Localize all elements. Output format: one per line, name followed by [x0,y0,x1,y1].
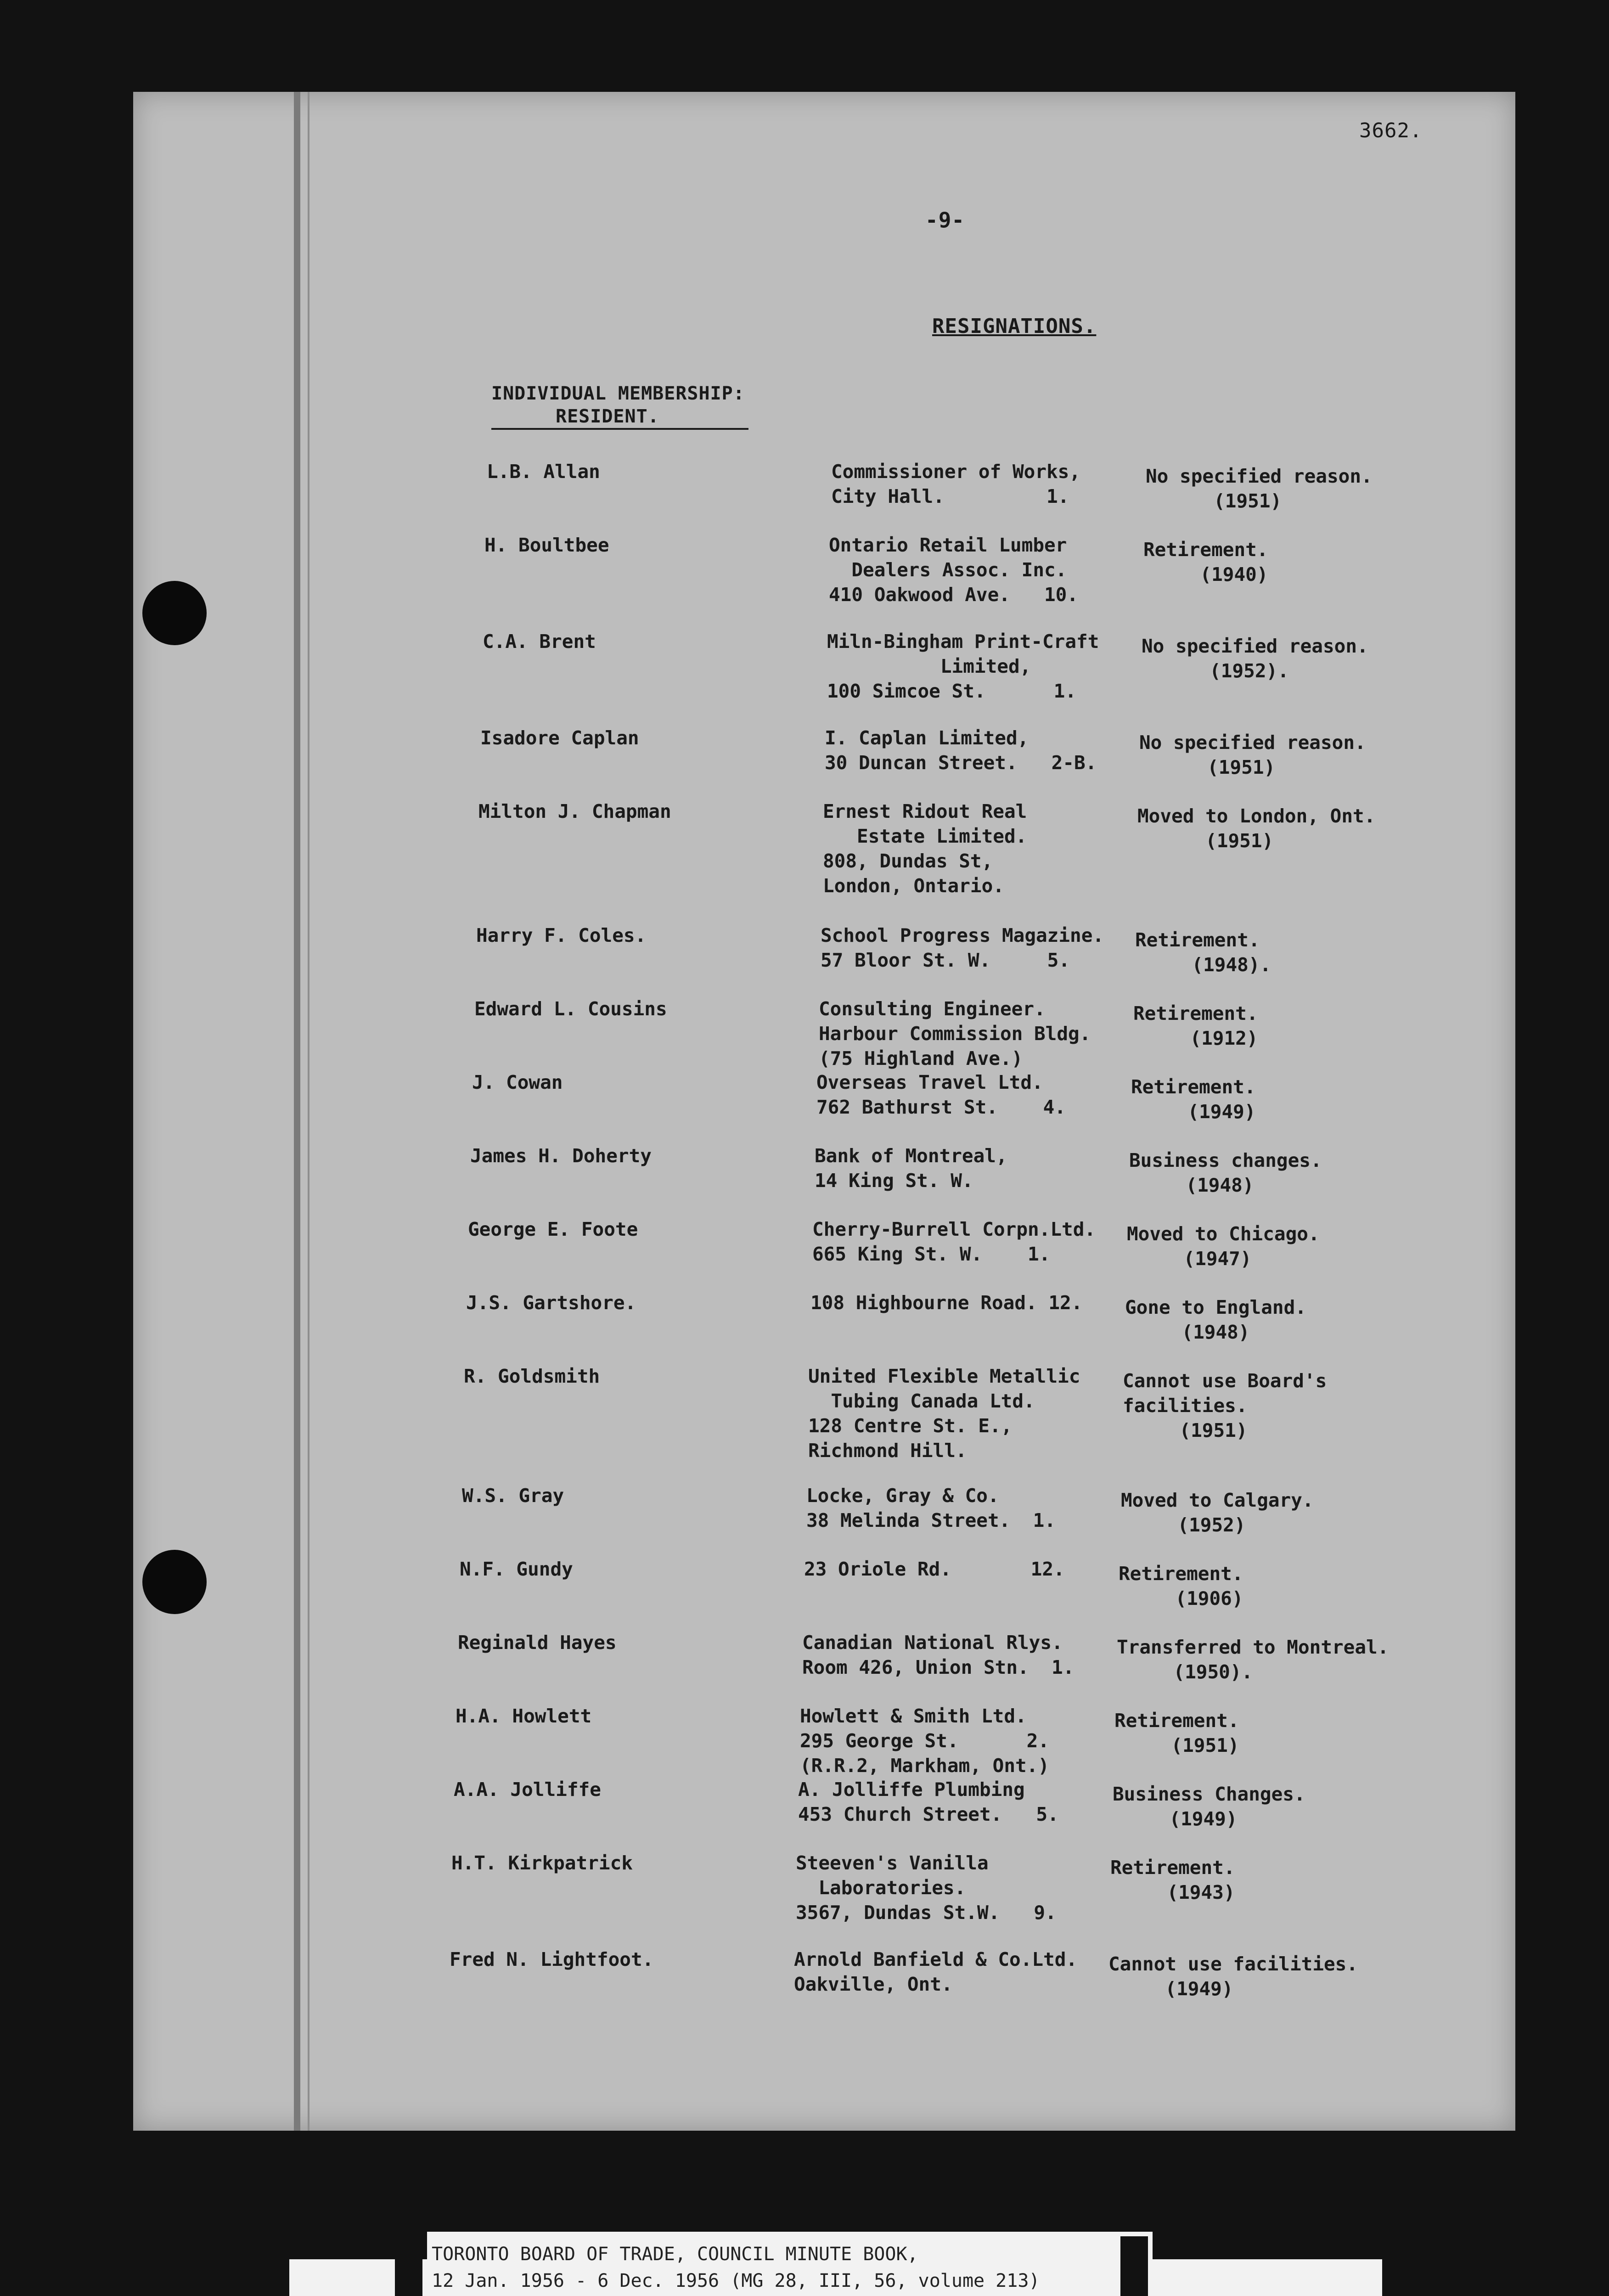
resignation-reason: No specified reason. (1951) [1146,465,1373,512]
member-name: Milton J. Chapman [478,800,671,822]
member-name: Edward L. Cousins [474,998,667,1020]
resignation-reason: Moved to London, Ont. (1951) [1137,805,1376,852]
member-name: George E. Foote [468,1218,638,1240]
member-name: R. Goldsmith [464,1365,600,1387]
member-name: H. Boultbee [484,534,609,556]
margin-rule [294,92,300,2131]
member-address: Locke, Gray & Co. 38 Melinda Street. 1. [806,1485,1056,1531]
member-name: J.S. Gartshore. [466,1292,636,1314]
member-address: Overseas Travel Ltd. 762 Bathurst St. 4. [816,1071,1066,1118]
member-address: Consulting Engineer. Harbour Commission Bldg. (75 Highland Ave.) [819,998,1091,1069]
label-notch [1120,2236,1148,2296]
member-name: W.S. Gray [462,1485,564,1507]
folio-number: 3662. [1359,119,1423,142]
resignation-reason: Retirement. (1948). [1135,929,1271,976]
section-heading [491,382,748,430]
margin-rule-secondary [308,92,309,2131]
punch-hole [142,1550,207,1614]
member-address: Ontario Retail Lumber Dealers Assoc. Inc. 410 Oakwood Ave. 10. [829,534,1079,606]
member-name: James H. Doherty [470,1145,652,1167]
member-name: Harry F. Coles. [476,924,647,946]
resignation-reason: Retirement. (1951) [1114,1710,1239,1756]
resignation-reason: Business changes. (1948) [1129,1149,1322,1196]
resignation-reason: Moved to Chicago. (1947) [1127,1223,1320,1270]
resignation-reason: Cannot use Board's facilities. (1951) [1123,1370,1327,1441]
resignation-reason: Retirement. (1943) [1110,1857,1235,1903]
resignation-reason: Retirement. (1940) [1143,539,1268,585]
resignation-reason: No specified reason. (1952). [1142,635,1368,682]
member-address: United Flexible Metallic Tubing Canada Ltd. 128 Centre St. E., Richmond Hill. [808,1365,1080,1462]
member-address: Canadian National Rlys. Room 426, Union Stn. 1. [802,1632,1075,1678]
member-address: Cherry-Burrell Corpn.Ltd. 665 King St. W. 1. [812,1218,1096,1265]
member-address: School Progress Magazine. 57 Bloor St. W. 5. [821,924,1104,971]
member-name: C.A. Brent [483,630,596,653]
resignation-reason: Cannot use facilities. (1949) [1108,1953,1358,2000]
member-address: Steeven's Vanilla Laboratories. 3567, Dundas St.W. 9. [796,1852,1057,1924]
member-address: A. Jolliffe Plumbing 453 Church Street. 5. [798,1778,1059,1825]
member-name: J. Cowan [472,1071,563,1093]
resignation-reason: Retirement. (1906) [1119,1563,1243,1609]
page-number: -9- [925,208,965,232]
member-name: N.F. Gundy [460,1558,573,1580]
resignation-reason: No specified reason. (1951) [1139,732,1366,778]
member-name: L.B. Allan [487,461,600,483]
member-name: A.A. Jolliffe [454,1778,601,1801]
member-address: Miln-Bingham Print-Craft Limited, 100 Simcoe St. 1. [827,630,1099,702]
member-address: Bank of Montreal, 14 King St. W. [815,1145,1007,1192]
punch-hole [142,581,207,645]
archive-caption: TORONTO BOARD OF TRADE, COUNCIL MINUTE BOOK, 12 Jan. 1956 - 6 Dec. 1956 (MG 28, III, 56, volume 213) [432,2244,1040,2291]
member-address: Howlett & Smith Ltd. 295 George St. 2. (R.R.2, Markham, Ont.) [800,1705,1050,1777]
resignation-reason: Transferred to Montreal. (1950). [1117,1636,1389,1683]
page-heading: RESIGNATIONS. [932,315,1097,338]
member-name: Isadore Caplan [480,727,639,749]
member-address: I. Caplan Limited, 30 Duncan Street. 2-B. [825,727,1097,774]
member-address: 23 Oriole Rd. 12. [804,1558,1065,1580]
member-name: H.A. Howlett [456,1705,592,1727]
section-heading-line2: RESIDENT. [491,405,748,430]
member-address: Arnold Banfield & Co.Ltd. Oakville, Ont. [794,1948,1078,1995]
member-address: Commissioner of Works, City Hall. 1. [831,461,1081,507]
section-heading-line1: INDIVIDUAL MEMBERSHIP: [491,383,745,404]
member-address: Ernest Ridout Real Estate Limited. 808, Dundas St, London, Ontario. [823,800,1027,897]
resignation-reason: Retirement. (1912) [1133,1002,1258,1049]
label-notch [395,2236,422,2296]
resignation-reason: Gone to England. (1948) [1125,1296,1306,1343]
member-address: 108 Highbourne Road. 12. [810,1292,1083,1314]
resignation-reason: Retirement. (1949) [1131,1076,1256,1123]
resignation-reason: Business Changes. (1949) [1113,1783,1305,1830]
member-name: H.T. Kirkpatrick [451,1852,633,1874]
member-name: Fred N. Lightfoot. [450,1948,654,1970]
member-name: Reginald Hayes [458,1632,617,1654]
resignation-reason: Moved to Calgary. (1952) [1121,1489,1314,1536]
